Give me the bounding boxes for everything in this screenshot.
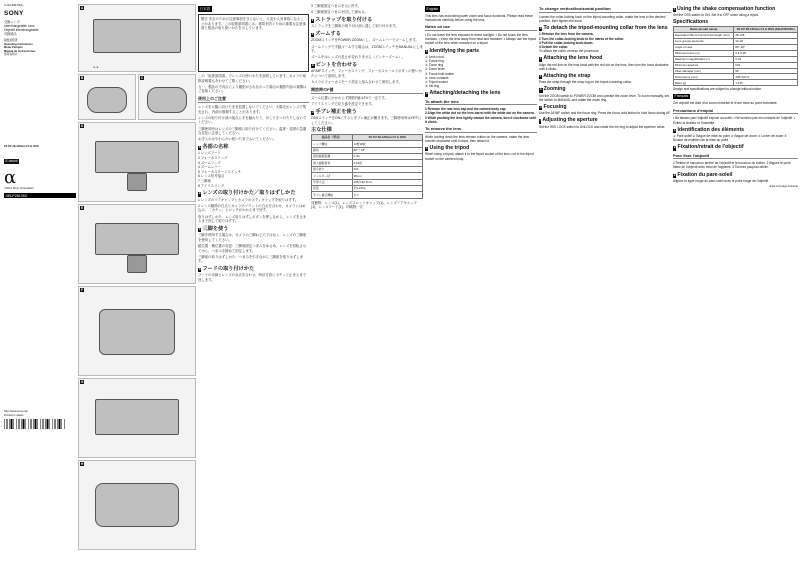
table-row: Filter diameter (mm) 95 — [674, 68, 798, 74]
illustrations-column — [78, 4, 196, 565]
part-item: ⑧ Iris ring — [425, 84, 440, 89]
step: 3 While pushing the lens lightly toward the camera, turn it clockwise until it clicks. — [425, 115, 537, 124]
part-item: 2 フォーカスリング — [198, 156, 228, 160]
section-heading: E ストラップを取り付ける — [311, 16, 373, 23]
part-item: 4 ズームレバー — [198, 165, 221, 170]
language-tag-en: English — [426, 6, 439, 11]
section-heading: Notes on use — [425, 25, 537, 31]
figure-label: A — [81, 6, 84, 10]
english-column-1: English This lens has motorized power zoom and focus functions. Please read these instructions carefully before using the lens. Notes on use • Do not leave the lens exposed to direct sunlight. • Do not touch the lens contacts. • Keep the lens away from heat and moisture. • Always use the tripod socket of the lens when mounted on a tripod. A Identifying the parts ① Lens hood ② Focus ring ③ Zoom ring ④ Zoom lever ⑤ Focus hold button ⑥ Lens contacts ⑦ Tripod socket ⑧ Iris ring B Attaching/detaching the lens To attach the lens 1 Remove the rear lens cap and the camera body cap. 2 Align the white dot on the lens barrel with the white dot on the camera. 3 While pushing the lens lightly toward the camera, turn it clockwise until it clicks. To remove the lens While holding down the lens release button on the camera, rotate the lens counter-clockwise until it stops, then detach it. C Using the tripod When using a tripod, attach it to the tripod socket of the lens, not to the tripod socket on the camera body. — [425, 6, 537, 161]
cover-column — [4, 4, 76, 565]
language-tag-fr: Français — [674, 94, 689, 99]
section-heading: To remove the lens — [425, 127, 537, 133]
table-row: 最小絞り f/22 — [312, 166, 423, 172]
sony-logo: SONY — [4, 9, 24, 17]
table-row: 画角 80°～18° — [312, 147, 423, 153]
collar-detach-illustration — [99, 309, 175, 355]
figure-c — [138, 74, 196, 120]
manual-labels — [4, 39, 76, 57]
barcode — [4, 419, 66, 429]
part-item: ③ Zoom ring — [425, 63, 444, 68]
spec-table-en — [673, 26, 798, 87]
figure-label: E — [81, 206, 84, 210]
section-heading: B Attaching/detaching the lens — [425, 90, 501, 97]
figure-a — [78, 4, 196, 72]
step: 2 Align the white dot on the lens barrel with the white dot on the camera. — [425, 111, 535, 116]
section-heading: G Zooming — [539, 86, 566, 93]
spec-table-jp — [311, 134, 423, 199]
section-heading: E Attaching the lens hood — [539, 55, 603, 62]
e-mount-badge: E-mount — [5, 159, 18, 164]
manual-label: Manual de instrucciones — [4, 49, 36, 53]
section-heading: B レンズの取り付けかた／取りはずしかた — [198, 190, 296, 197]
section-heading: A Identification des éléments — [673, 126, 745, 133]
part-item: 7 三脚座 — [198, 178, 211, 183]
parts-list — [198, 151, 309, 188]
table-row: 最短撮影距離 0.4m — [312, 154, 423, 160]
sony-url: http://www.sony.net/ — [4, 410, 28, 414]
spec-header: FE PZ 28-135mm F4 G OSS — [352, 134, 422, 140]
table-row: Maximum magnification (×) 0.16 — [674, 56, 798, 62]
warning-box: 警告 安全のための注意事項を守らないと、火災や人身事故になることがあります。この取扱説明書には、事故を防ぐための重要な注意事項と製品の取り扱いかたを示しています。 — [198, 14, 309, 72]
strap-illustration — [95, 483, 179, 527]
title-en: Interchangeable Lens — [4, 23, 35, 28]
figure-label: F — [81, 288, 83, 292]
section-heading: A Identifying the parts — [425, 47, 480, 54]
table-row: Lens groups-elements 12-18 — [674, 38, 798, 44]
lens-hood-illustration — [95, 399, 179, 435]
table-row: 最大撮影倍率 0.16倍 — [312, 160, 423, 166]
table-row: Minimum aperture f/22 — [674, 62, 798, 68]
table-row: 質量 約1,215g — [312, 185, 423, 191]
part-number: 4-142-999-53(1) — [4, 4, 24, 7]
printed-in: Printed in Japan — [4, 413, 24, 417]
section-heading: F ズームする — [311, 30, 341, 37]
figure-d — [78, 122, 196, 202]
section-heading: 主な仕様 — [311, 127, 332, 134]
part-item: ⑥ Lens contacts — [425, 75, 449, 80]
section-heading: J Using the shake compensation function — [673, 6, 776, 12]
part-item: 8 アイリスリング — [198, 183, 225, 188]
spec-header: FE PZ 28-135mm F4 G OSS (SELP28135G) — [734, 26, 798, 32]
parts-list — [425, 55, 537, 89]
table-row: Dimensions (mm) 105×162.5 — [674, 74, 798, 80]
figure-h — [78, 460, 196, 550]
figure-caption: ①-③ — [93, 65, 99, 69]
section-heading: 開放時のF値 — [311, 88, 423, 94]
continued-note: Suite à la page suivante — [769, 185, 798, 189]
spec-header: 商品名（型名） — [312, 134, 353, 140]
section-heading: G ピントを合わせる — [311, 61, 358, 68]
figure-label: C — [141, 76, 144, 80]
part-item: 1 レンズフード — [198, 151, 221, 156]
manual-label: Mode d'emploi — [4, 46, 23, 50]
section-heading: Précautions d'emploi — [673, 109, 798, 115]
japanese-column-1: 日本語 警告 安全のための注意事項を守らないと、火災や人身事故になることがあります。この取扱説明書には、事故を防ぐための重要な注意事項と製品の取り扱いかたを示しています。 この「取扱説明書」でレンズの使いかたを説明しています。カメラの取扱説明書もあわせてご覧ください。 万一、製品の不具合により撮影がされなかった場合の撮影内容の補償はご容赦ください。 使用上のご注意 レンズを太陽に向けたまま放置しないでください。太陽光がレンズで集光され、内部が損傷することがあります。 レンズの取り付け部の接点に手を触れたり、ほこりをつけたりしないでください。 三脚使用時はレンズの三脚座に取り付けてください。温度・湿度の急激な変化に注意してください。 お手入れはやわらかい乾いた布でふいてください。 A 各部の名称 1 レンズフード 2 フォーカスリング 3 ズームリング 4 ズームレバー 5 フォーカスモードスイッチ 6 レンズ信号接点 7 三脚座 8 アイリスリング B レンズの取り付けかた／取りはずしかた 1 レンズのリアキャップとカメラのボディキャップを取りはずす。 2 レンズ鏡筒の白点とカメラのマウントの白点を合わせ、カメラにはめ込み、「カチッ」とロックがかかるまで回す。 取りはずしかた：レンズ取りはずしボタンを押しながら、レンズを止まるまで回して取りはずす。 C 三脚を使う 三脚を使用する場合は、カメラの三脚ねじ穴ではなく、レンズの三脚座を使用してください。 縦位置・横位置の変更：三脚座固定つまみをゆるめ、レンズを回転させてから、つまみを締めて固定します。 三脚座の取りはずしかた：つまみを引きながら三脚座を取りはずします。 D フードの取り付けかた フードの赤線とレンズの赤点を合わせ、時計方向にカチッと止まるまで回します。 — [198, 4, 309, 565]
tripod-foot-illustration — [127, 255, 147, 273]
table-row: フィルター径 95mm — [312, 173, 423, 179]
part-item: ⑦ Tripod socket — [425, 79, 448, 84]
figure-f — [78, 286, 196, 376]
japanese-column-2: 3 三脚座固定つまみを元に戻す。 4 三脚座固定つまみを回して締める。 E ストラップを取り付ける ストラップを三脚座の取り付け部に通して取り付けます。 F ズームする ZOOMスイッチをPOWER ZOOMにし、ズームレバーでズームします。 ズームリングで手動ズームする場合は、ZOOMスイッチをMANUALにします。 ズーム中はレンズの長さが変わりません（インナーズーム）。 G ピントを合わせる AF/MFスイッチ、フォーカスリング、フォーカスホールドボタンの使いかたについて説明します。 カメラのフォーカスモード設定と組み合わせて使用します。 開放時のF値 ズーム位置にかかわらず開放F値はF4で一定です。 アイリスリングで絞り値を設定できます。 H 手ブレ補正を使う OSSスイッチをONにすると手ブレ補正が働きます。三脚使用時はOFFにしてください。 主な仕様 商品名（型名） FE PZ 28-135mm F4 G OSS レンズ構成 12群18枚 画角 80°～18° 最短撮影距離 0.4m 最大撮影倍率 0.16倍 最小絞り f/22 フィルター径 95mm 外形寸法 105×162.5mm 質量 約1,215g 手ブレ補正機能 あり 同梱物：レンズ(1)、レンズフロントキャップ(1)、レンズリアキャップ(1)、レンズフード(1)、印刷物一式 — [311, 4, 423, 210]
tripod-foot-illustration — [127, 173, 147, 191]
copyright: ©2014 Sony Corporation — [4, 187, 34, 191]
part-item: 3 ズームリング — [198, 160, 221, 165]
manual-label: Operating Instructions — [4, 42, 33, 46]
figure-g — [78, 378, 196, 458]
alpha-logo: α — [4, 167, 17, 189]
part-item: 6 レンズ信号接点 — [198, 174, 225, 179]
section-heading: C Using the tripod — [425, 145, 470, 152]
step: 2 Turn the collar-locking knob to the marks of the collar. — [539, 36, 624, 41]
section-heading: 使用上のご注意 — [198, 97, 309, 103]
part-item: ② Focus ring — [425, 58, 444, 63]
table-row: Equivalent 35mm-format focal length (mm) 28-135 — [674, 32, 798, 38]
part-item: 5 フォーカスモードスイッチ — [198, 169, 241, 174]
step: 1 Remove the lens from the camera. — [539, 32, 594, 37]
manual-label: 使用说明书 — [4, 53, 18, 57]
section-heading: I Adjusting the aperture — [539, 117, 598, 124]
figure-e — [78, 204, 196, 284]
section-heading: Pour fixer l'objectif — [673, 154, 798, 160]
title-zh: 可换镜头 — [4, 32, 17, 37]
section-heading: A 各部の名称 — [198, 143, 229, 150]
title-es: Objectif interchangeable — [4, 27, 39, 32]
section-heading: B Fixation/retrait de l'objectif — [673, 144, 744, 151]
spec-header: Name (model name) — [674, 26, 734, 32]
part-item: ⑤ Focus hold button — [425, 71, 455, 76]
table-row: Mass (g) 1,215 — [674, 80, 798, 86]
manual-label: 取扱説明書 — [4, 39, 18, 43]
model-name: FE PZ 28-135mm F4 G OSS — [4, 144, 39, 148]
english-french-column: J Using the shake compensation function Set the OSS switch to ON. Set it to OFF when using a tripod. Specifications Name (model name) FE PZ 28-135mm F4 G OSS (SELP28135G) Equivalent 35mm-format focal length (mm) 28-135 Lens groups-elements 12-18 Angle of view 80°-18° Minimum focus (m) 0.4-0.95 Maximum magnification (×) 0.16 Minimum aperture f/22 Filter diameter (mm) 95 Dimensions (mm) 105×162.5 Mass (g) 1,215 Design and specifications are subject to change without notice. Français Cet objectif est doté d'un zoom motorisé et d'une mise au point motorisée. Précautions d'emploi • Ne laissez pas l'objectif exposé au soleil. • Ne touchez pas les contacts de l'objectif. • Évitez la chaleur et l'humidité. A Identification des éléments ① Pare-soleil ② Bague de mise au point ③ Bague de zoom ④ Levier de zoom ⑤ Bouton de maintien de la mise au point B Fixation/retrait de l'objectif Pour fixer l'objectif 1 Retirez le capuchon arrière de l'objectif et le bouchon du boîtier. 2 Alignez le point blanc de l'objectif avec celui de l'appareil. 3 Tournez jusqu'au déclic. E Fixation du pare-soleil Alignez la ligne rouge du pare-soleil avec le point rouge de l'objectif. Suite à la page suivante — [673, 6, 798, 189]
step: 4 Detach the collar. — [539, 44, 569, 49]
english-column-2: To change vertical/horizontal position Loosen the collar-locking knob on the tripod-mounting collar, rotate the lens to the desired position, then tighten the knob. D To detach the tripod-mounting collar from the lens 1 Remove the lens from the camera. 2 Turn the collar-locking knob to the marks of the collar. 3 Pull the collar-locking knob down. 4 Detach the collar. To attach the collar, reverse the procedure. E Attaching the lens hood Align the red line on the lens hood with the red dot on the lens, then turn the hood clockwise until it clicks. F Attaching the strap Pass the strap through the strap lug on the tripod-mounting collar. G Zooming Set the ZOOM switch to POWER ZOOM and operate the zoom lever. To zoom manually, set the switch to MANUAL and rotate the zoom ring. H Focusing Use the AF/MF switch and the focus ring. Press the focus hold button to hold focus during AF. I Adjusting the aperture Set the IRIS LOCK switch to UNLOCK and rotate the iris ring to adjust the aperture value. — [539, 6, 671, 129]
part-item: ① Lens hood — [425, 54, 444, 59]
figure-label: H — [81, 462, 84, 466]
part-item: ④ Zoom lever — [425, 67, 445, 72]
section-heading: To attach the lens — [425, 100, 537, 106]
step: 1 Remove the rear lens cap and the camera body cap. — [425, 107, 507, 112]
section-heading: Specifications — [673, 19, 709, 26]
lens-illustration — [93, 19, 181, 53]
tripod-collar-illustration — [95, 223, 179, 255]
model-number-bar: SELP28135G — [4, 193, 76, 199]
table-row: 手ブレ補正機能 あり — [312, 192, 423, 198]
figure-label: D — [81, 124, 84, 128]
table-row: 外形寸法 105×162.5mm — [312, 179, 423, 185]
section-heading: H Focusing — [539, 103, 567, 110]
section-heading: F Attaching the strap — [539, 72, 591, 79]
language-tag-jp: 日本語 — [199, 6, 211, 11]
figure-b — [78, 74, 136, 120]
table-row: レンズ構成 12群18枚 — [312, 141, 423, 147]
section-heading: To change vertical/horizontal position — [539, 7, 671, 13]
tripod-collar-illustration — [95, 141, 179, 173]
figure-label: G — [81, 380, 84, 384]
figure-label: B — [81, 76, 84, 80]
lens-mount-illustration — [147, 87, 187, 113]
section-heading: D To detach the tripod-mounting collar from the lens — [539, 25, 668, 32]
section-heading: C 三脚を使う — [198, 225, 229, 232]
table-row: Angle of view 80°-18° — [674, 44, 798, 50]
step: 3 Pull the collar-locking knob down. — [539, 40, 594, 45]
table-row: Minimum focus (m) 0.4-0.95 — [674, 50, 798, 56]
section-heading: D フードの取り付けかた — [198, 265, 255, 272]
lens-mount-illustration — [87, 87, 127, 113]
section-heading: H 手ブレ補正を使う — [311, 108, 357, 115]
section-heading: E Fixation du pare-soleil — [673, 171, 733, 178]
title-jp: 交換レンズ — [4, 19, 20, 24]
